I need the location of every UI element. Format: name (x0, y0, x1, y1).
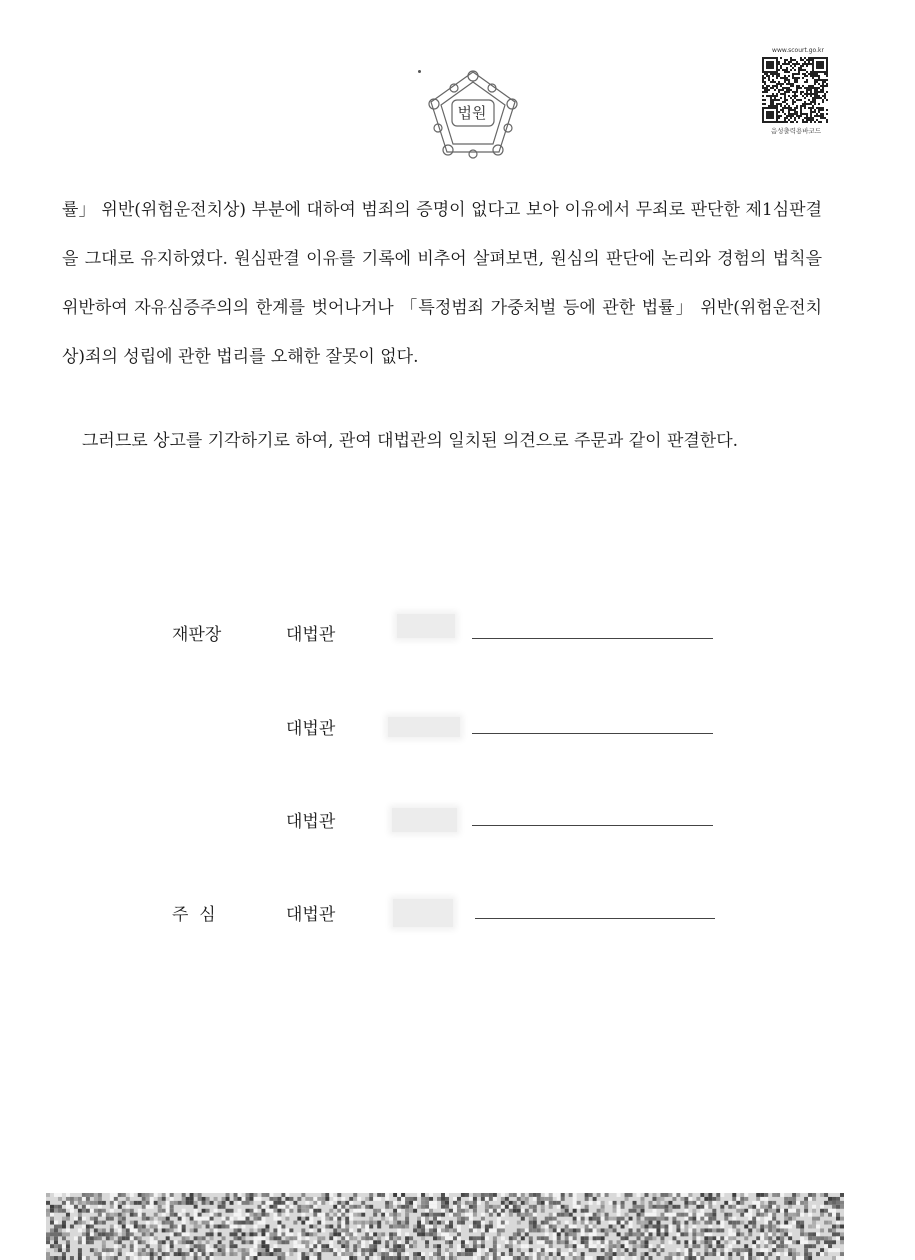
redacted-name (397, 614, 455, 638)
signature-title: 대법관 (286, 625, 336, 645)
signature-line (472, 825, 713, 826)
redacted-name (392, 808, 457, 832)
signature-role-presiding: 재판장 (172, 625, 222, 645)
qr-barcode-icon (762, 57, 828, 123)
body-paragraph-1: 률」 위반(위험운전치상) 부분에 대하여 범죄의 증명이 없다고 보아 이유에서 무죄로 판단한 제1심판결을 그대로 유지하였다. 원심판결 이유를 기록에 비추어 살펴보면, 원심의 판단에 논리와 경험의 법칙을 위반하여 자유심증주의의 한계를 벗어나거나 「특정범죄 가중처벌 등에 관한 법률」 위반(위험운전치상)죄의 성립에 관한 법리를 오해한 잘못이 없다. (62, 200, 822, 367)
body-paragraph-2: 그러므로 상고를 기각하기로 하여, 관여 대법관의 일치된 의견으로 주문과 같이 판결한다. (82, 431, 739, 451)
signature-line (475, 918, 715, 919)
signature-line (472, 638, 713, 639)
signature-title: 대법관 (286, 905, 336, 925)
signature-title: 대법관 (286, 812, 336, 832)
barcode-caption: 음성출력용바코드 (770, 127, 822, 135)
emblem-mark (418, 70, 421, 73)
emblem-label: 법원 (457, 104, 487, 122)
redacted-name (393, 899, 453, 927)
signature-line (472, 733, 713, 734)
barcode-url: www.scourt.go.kr (772, 47, 824, 54)
signature-role-reporting: 주 심 (172, 905, 216, 925)
signature-title: 대법관 (286, 719, 336, 739)
redacted-name (388, 717, 460, 737)
security-pattern-band (46, 1193, 844, 1260)
